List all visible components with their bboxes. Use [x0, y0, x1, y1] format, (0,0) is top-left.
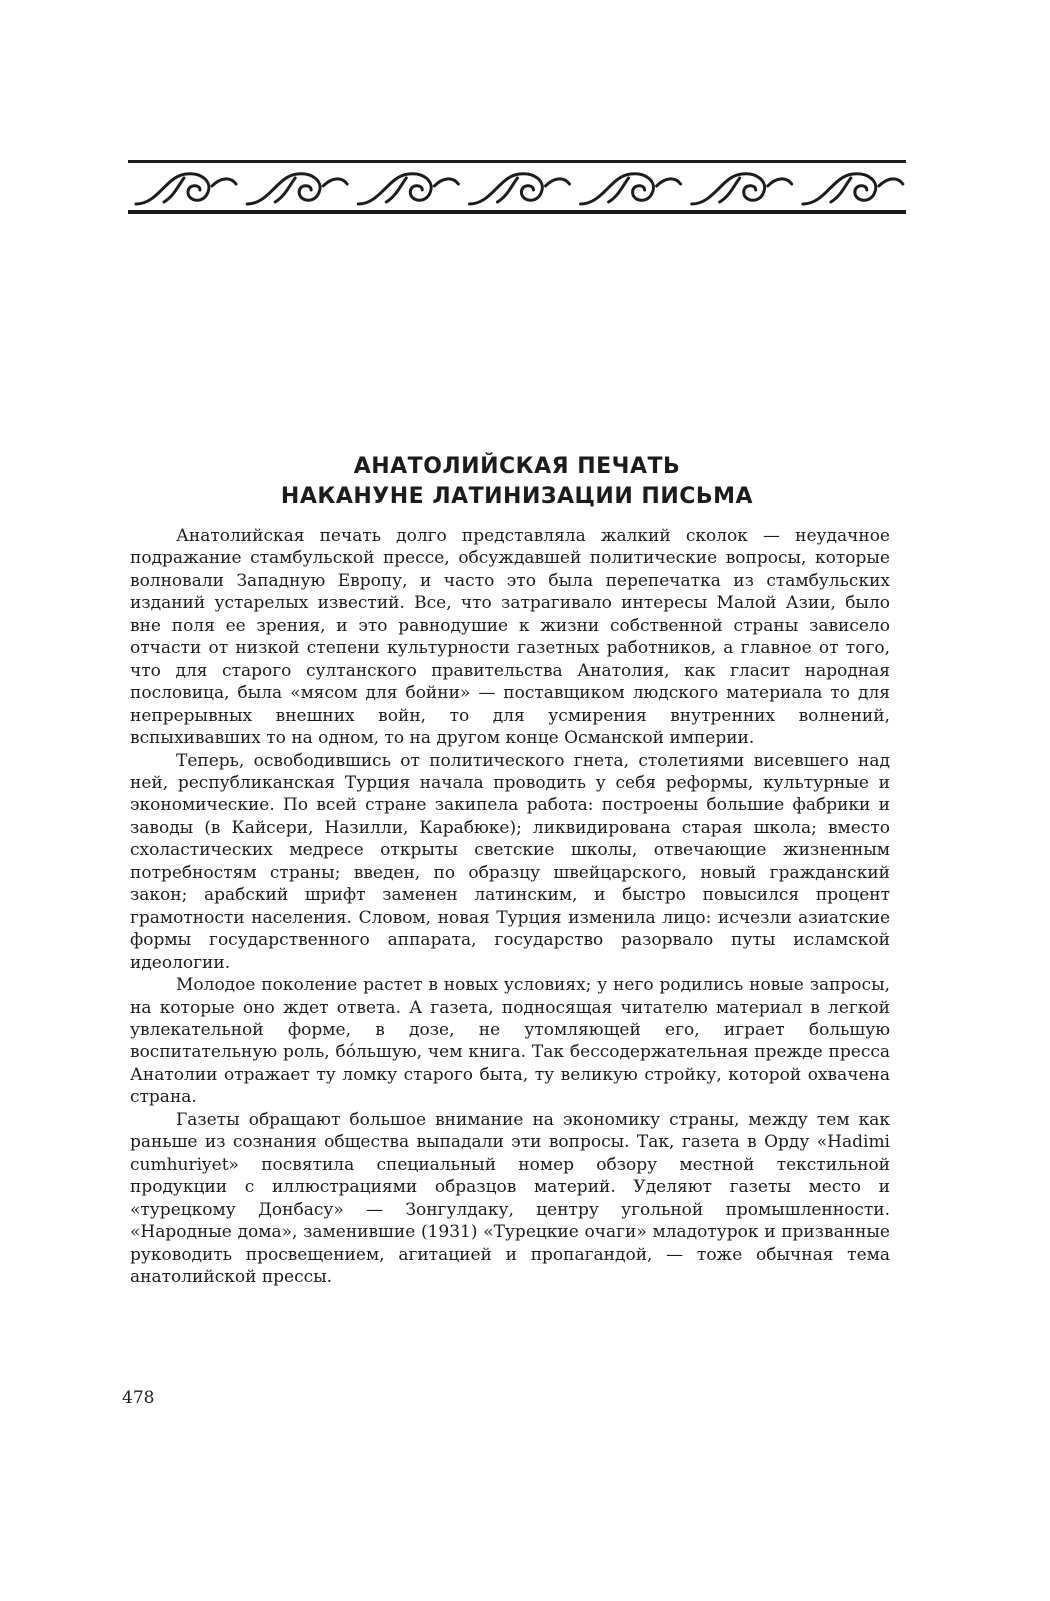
ornament-swirl	[136, 174, 236, 204]
decorative-ornament-band	[128, 160, 906, 220]
ornament-swirl	[247, 174, 347, 204]
article-heading	[128, 452, 906, 512]
ornament-swirl	[803, 174, 903, 204]
ornament-swirl	[358, 174, 458, 204]
paragraph-1: Анатолийская печать долго представляла жалкий сколок — неудачное подражание стамбульской прессе, обсуждавшей политические вопросы, которые волновали Западную Европу, и часто это была перепечатка из стамбульских изданий устарелых известий. Все, что затрагивало интересы Малой Азии, было вне поля ее зрения, и это равнодушие к жизни собственной страны зависело отчасти от низкой степени культурности газетных работников, а главное от того, что для старого султанского правительства Анатолия, как гласит народная пословица, была «мясом для бойни» — поставщиком людского материала то для непрерывных внешних войн, то для усмирения внутренних волнений, вспыхивавших то на одном, то на другом конце Османской империи.	[130, 526, 890, 749]
ornament-swirl	[692, 174, 792, 204]
ornament-swirl	[469, 174, 569, 204]
paragraph-3: Молодое поколение растет в новых условиях; у него родились новые запросы, на которые оно ждет ответа. А газета, подносящая читателю материал в легкой увлекательной форме, в дозе, не утомляющей его, играет большую воспитательную роль, бóльшую, чем книга. Так бессодержательная прежде пресса Анатолии отражает ту ломку старого быта, ту великую стройку, которой охвачена страна.	[130, 975, 890, 1108]
article-body	[130, 525, 890, 1288]
heading-line-2: НАКАНУНЕ ЛАТИНИЗАЦИИ ПИСЬМА	[280, 484, 754, 509]
page-number: 478	[122, 1388, 155, 1408]
paragraph-2: Теперь, освободившись от политического гнета, столетиями висевшего над ней, республиканская Турция начала проводить у себя реформы, культурные и экономические. По всей стране закипела работа: построены большие фабрики и заводы (в Кайсери, Назилли, Карабюке); ликвидирована старая школа; вместо схоластических медресе открыты светские школы, отвечающие жизненным потребностям страны; введен, по образцу швейцарского, новый гражданский закон; арабский шрифт заменен латинским, и быстро повысился процент грамотности населения. Словом, новая Турция изменила лицо: исчезли азиатские формы государственного аппарата, государство разорвало путы исламской идеологии.	[130, 750, 890, 973]
heading-line-1: АНАТОЛИЙСКАЯ ПЕЧАТЬ	[353, 454, 681, 479]
paragraph-4: Газеты обращают большое внимание на экономику страны, между тем как раньше из сознания общества выпадали эти вопросы. Так, газета в Орду «Hadimi cumhuriyet» посвятила специальный номер обзору местной текстильной продукции с иллюстрациями образцов материй. Уделяют газеты место и «турецкому Донбасу» — Зонгулдаку, центру угольной промышленности. «Народные дома», заменившие (1931) «Турецкие очаги» младотурок и призванные руководить просвещением, агитацией и пропагандой, — тоже обычная тема анатолийской прессы.	[130, 1109, 890, 1287]
ornament-swirl	[581, 174, 681, 204]
